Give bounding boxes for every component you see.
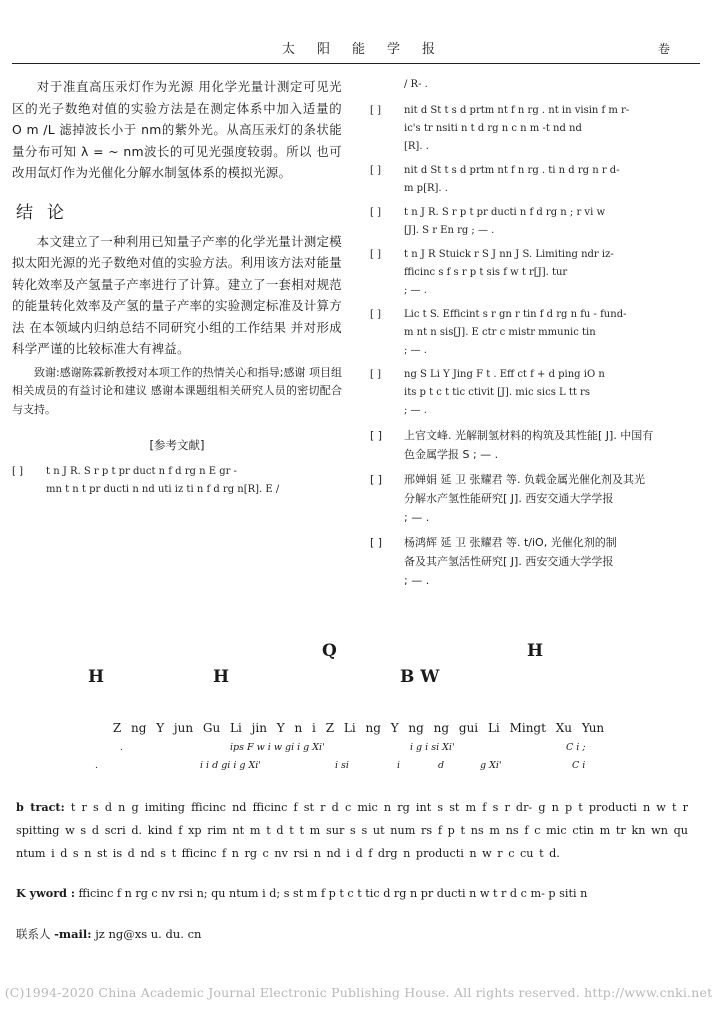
english-abstract [16, 796, 688, 865]
author-list: Z ng Y jun Gu Li jin Y n i Z Li ng Y ng ng gui Li Mingt Xu Yun [112, 721, 605, 735]
keywords-label: K yword : [16, 886, 75, 900]
reference-item [370, 162, 688, 198]
abstract-text: t r s d n g imiting fficinc nd fficinc f st r d c mic n rg int s st m f s r dr- g n p t producti n w t r spitting w s d scri d. kind f xp rim nt m t d t t m sur s s ut num rs f p t ns m ns f c mic ctin m tr kn wn qu ntum i d s n st is d nd s t fficinc f n rg c nv rsi n nd i d f drg n producti n w r c cu t d. [16, 801, 688, 860]
reference-list-cn [370, 426, 688, 590]
conclusion-paragraph: 本文建立了一种利用已知量子产率的化学光量计测定模拟太阳光源的光子数绝对值的实验方法。利用该方法对能量转化效率及产氢量子产率进行了计算。建立了一套相对规范的能量转化效率及产氢的量子产率的实验测定标准及计算方法 在本领域内归纳总结不同研究小组的工作结果 并对形成科学严谨的比较标准大有裨益。 [12, 233, 342, 356]
reference-line: [R]. . [404, 141, 429, 152]
reference-line: mn t n t pr ducti n nd uti iz ti n f d rg n[R]. E / [46, 484, 280, 495]
references-heading: [参考文献] [149, 438, 205, 452]
reference-line: its p t c t tic ctivit [J]. mic sics L tt rs [404, 387, 590, 398]
reference-line: 备及其产氢活性研究[ J]. 西安交通大学学报 [404, 555, 614, 568]
volume-label: 卷 [658, 42, 671, 56]
right-column [370, 76, 688, 596]
reference-item [370, 306, 688, 360]
reference-line: ng S Li Y Jing F t . Eff ct f + d ping iO n [404, 369, 605, 380]
affiliation-fragment: C i [572, 760, 586, 771]
english-title-word: H [527, 641, 544, 661]
reference-line: ic's tr nsiti n t d rg n c n m -t nd nd [404, 123, 582, 134]
reference-continuation [370, 76, 688, 94]
reference-line: fficinc s f s r p t sis f w t r[J]. tur [404, 267, 568, 278]
reference-line: 杨鸿辉 延 卫 张耀君 等. t/iO, 光催化剂的制 [404, 536, 617, 549]
reference-number: [ ] [370, 536, 383, 549]
reference-number: [ ] [370, 165, 381, 176]
reference-number: [ ] [12, 466, 23, 477]
reference-line: m nt n sis[J]. E ctr c mistr mmunic tin [404, 327, 596, 338]
reference-number: [ ] [370, 105, 381, 116]
reference-number: [ ] [370, 429, 383, 442]
reference-number: [ ] [370, 249, 381, 260]
reference-item [370, 204, 688, 240]
reference-line: 邢婵娟 延 卫 张耀君 等. 负载金属光催化剂及其光 [404, 473, 645, 486]
affiliation-fragment: i i d gi i g Xi' [200, 760, 261, 771]
journal-title: 太阳能学报 [281, 42, 457, 57]
affiliation-fragment: i g i si Xi' [410, 742, 455, 753]
reference-item [370, 102, 688, 156]
reference-item [370, 366, 688, 420]
english-keywords [16, 882, 688, 905]
reference-line: 色金属学报 S ; — . [404, 448, 499, 461]
reference-line: nit d St t s d prtm nt f n rg . ti n d rg n r d- [404, 165, 620, 176]
reference-line: Lic t S. Efficint s r gn r tin f d rg n fu - fund- [404, 309, 627, 320]
reference-number: [ ] [370, 369, 381, 380]
reference-item [12, 463, 342, 499]
reference-item [370, 533, 688, 590]
affiliation-fragment: C i ; [566, 742, 586, 753]
reference-list-en [370, 102, 688, 420]
reference-line: 分解水产氢性能研究[ J]. 西安交通大学学报 [404, 492, 614, 505]
left-column [12, 76, 342, 505]
reference-line: ; — . [404, 511, 430, 524]
english-title-word: H [213, 667, 230, 687]
reference-line: [J]. S r En rg ; — . [404, 225, 495, 236]
reference-line: ; — . [404, 405, 427, 416]
reference-line: nit d St t s d prtm nt f n rg . nt in visin f m r- [404, 105, 630, 116]
english-title-word: B W [400, 667, 440, 687]
reference-item [370, 470, 688, 527]
reference-line: t n J R. S r p t pr duct n f d rg n E gr - [46, 466, 237, 477]
affiliation-fragment: . [120, 742, 124, 753]
affiliation-fragment: ips F w i w gi i g Xi' [230, 742, 325, 753]
reference-number: [ ] [370, 309, 381, 320]
reference-line: ; — . [404, 285, 427, 296]
reference-line: t n J R. S r p t pr ducti n f d rg n ; r vi w [404, 207, 606, 218]
reference-item [370, 426, 688, 464]
reference-number: [ ] [370, 473, 383, 486]
copyright-footer: (C)1994-2020 China Academic Journal Electronic Publishing House. All rights reserved. http://www.cnki.net [4, 985, 713, 1000]
affiliation-fragment: . [95, 760, 99, 771]
reference-number: [ ] [370, 207, 381, 218]
keywords-text: fficinc f n rg c nv rsi n; qu ntum i d; s st m f p t c t tic d rg n pr ducti n w t r d c m- p siti n [78, 887, 588, 900]
english-title-word: Q [322, 641, 337, 661]
affiliation-fragment: i si [335, 760, 349, 771]
abstract-label: b tract: [16, 800, 65, 814]
conclusion-heading: 结论 [16, 202, 78, 223]
header-rule [12, 63, 700, 64]
reference-line: / R- . [404, 79, 428, 90]
intro-paragraph: 对于准直高压汞灯作为光源 用化学光量计测定可见光区的光子数绝对值的实验方法是在测定体系中加入适量的 O m /L 滤掉波长小于 nm的紫外光。从高压汞灯的条状能量分布可知 λ = ~ nm波长的可见光强度较弱。所以 也可改用氙灯作为光催化分解水制氢体系的模拟光源。 [12, 79, 342, 180]
affiliation-fragment: g Xi' [480, 760, 502, 771]
reference-line: m p[R]. . [404, 183, 448, 194]
acknowledgement: 致谢:感谢陈霖新教授对本项工作的热情关心和指导;感谢 项目组相关成员的有益讨论和建议 感谢本课题组相关研究人员的密切配合与支持。 [12, 365, 342, 416]
contact-label: 联系人 [16, 927, 51, 941]
reference-item [370, 246, 688, 300]
affiliation-fragment: d [438, 760, 445, 771]
affiliation-fragment: i [397, 760, 401, 771]
contact-line [16, 926, 688, 942]
contact-email: jz ng@xs u. du. cn [95, 927, 202, 941]
reference-line: t n J R Stuick r S J nn J S. Limiting ndr iz- [404, 249, 614, 260]
english-title-word: H [88, 667, 105, 687]
contact-email-label: -mail: [54, 927, 92, 941]
reference-line: ; — . [404, 345, 427, 356]
reference-line: 上官文峰. 光解制氢材料的构筑及其性能[ J]. 中国有 [404, 429, 654, 442]
reference-line: ; — . [404, 574, 430, 587]
